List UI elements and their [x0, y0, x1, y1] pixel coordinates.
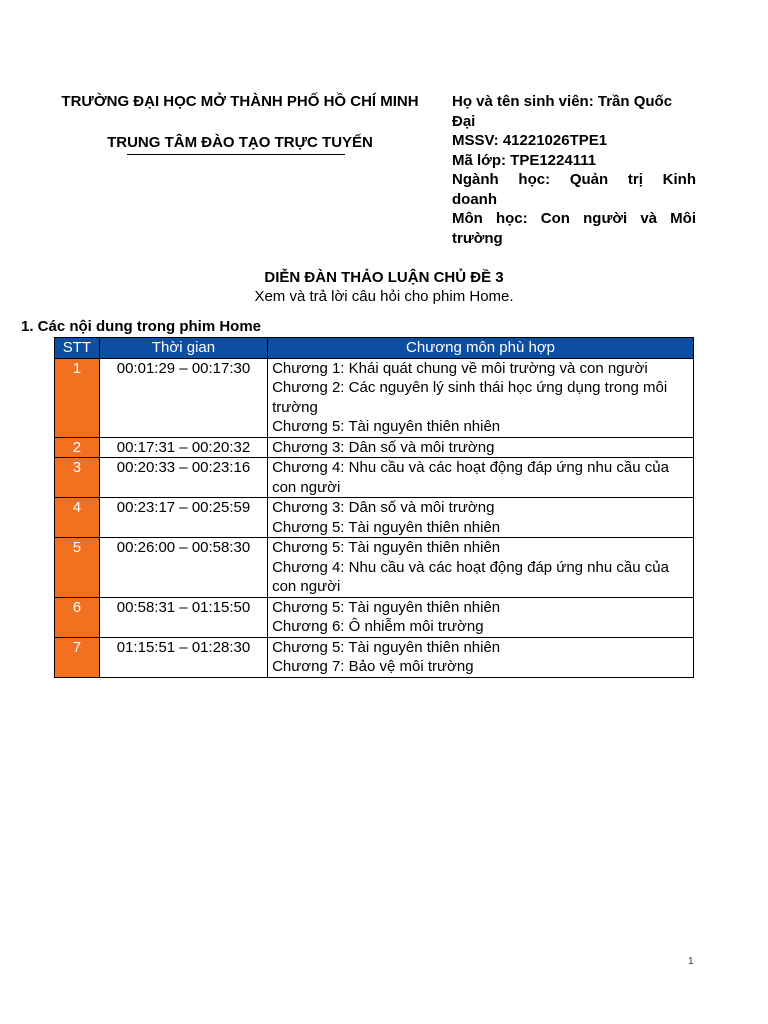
- row-number: 6: [55, 597, 100, 637]
- column-header-time: Thời gian: [99, 338, 267, 359]
- chapter-item: Chương 5: Tài nguyên thiên nhiên: [272, 598, 501, 616]
- chapter-item: Chương 5: Tài nguyên thiên nhiên: [272, 518, 501, 536]
- subject-line1: Môn học: Con người và Môi: [452, 210, 696, 227]
- chapter-item: Chương 3: Dân số và môi trường: [272, 438, 495, 456]
- content-table: [54, 337, 694, 678]
- chapter-item: Chương 4: Nhu cầu và các hoạt động đáp ứng nhu cầu của con người: [272, 459, 669, 496]
- chapter-item: Chương 1: Khái quát chung về môi trường và con người: [272, 359, 648, 377]
- student-name-line1: Họ và tên sinh viên: Trần Quốc: [452, 93, 673, 110]
- table-row: [55, 437, 694, 458]
- row-number: 1: [55, 358, 100, 437]
- row-number: 5: [55, 538, 100, 598]
- student-info: [452, 92, 696, 248]
- column-header-stt: STT: [55, 338, 100, 359]
- row-number: 3: [55, 458, 100, 498]
- table-row: [55, 538, 694, 598]
- chapter-item: Chương 6: Ô nhiễm môi trường: [272, 618, 484, 635]
- time-range: 00:01:29 – 00:17:30: [99, 358, 267, 437]
- time-range: 00:20:33 – 00:23:16: [99, 458, 267, 498]
- time-range: 01:15:51 – 01:28:30: [99, 637, 267, 677]
- student-id: MSSV: 41221026TPE1: [452, 132, 608, 149]
- section-heading: 1. Các nội dung trong phim Home: [21, 318, 261, 335]
- chapter-item: Chương 7: Bảo vệ môi trường: [272, 658, 474, 675]
- document-subtitle: Xem và trả lời câu hỏi cho phim Home.: [254, 288, 514, 305]
- chapter-cell: [268, 637, 694, 677]
- time-range: 00:58:31 – 01:15:50: [99, 597, 267, 637]
- training-center-text: TRUNG TÂM ĐÀO TẠO TRỰC TUYẾN: [107, 134, 373, 151]
- chapter-cell: [268, 458, 694, 498]
- time-range: 00:26:00 – 00:58:30: [99, 538, 267, 598]
- row-number: 7: [55, 637, 100, 677]
- chapter-item: Chương 2: Các nguyên lý sinh thái học ứng dụng trong môi trường: [272, 379, 668, 416]
- institution-header: [30, 92, 450, 153]
- row-number: 2: [55, 437, 100, 458]
- table-row: [55, 597, 694, 637]
- chapter-cell: [268, 498, 694, 538]
- document-title: DIỄN ĐÀN THẢO LUẬN CHỦ ĐỀ 3: [264, 269, 504, 286]
- table-row: [55, 637, 694, 677]
- page-number: 1: [688, 956, 694, 967]
- major-line2: doanh: [452, 190, 497, 208]
- chapter-item: Chương 5: Tài nguyên thiên nhiên: [272, 418, 501, 435]
- chapter-cell: [268, 437, 694, 458]
- table-row: [55, 498, 694, 538]
- chapter-item: Chương 3: Dân số và môi trường: [272, 499, 495, 516]
- time-range: 00:17:31 – 00:20:32: [99, 437, 267, 458]
- chapter-cell: [268, 358, 694, 437]
- document-title-block: [0, 268, 768, 306]
- underline: [127, 154, 345, 155]
- school-name: TRƯỜNG ĐẠI HỌC MỞ THÀNH PHỐ HỒ CHÍ MINH: [61, 93, 419, 110]
- class-code: Mã lớp: TPE1224111: [452, 151, 597, 169]
- chapter-item: Chương 5: Tài nguyên thiên nhiên: [272, 638, 501, 656]
- table-row: [55, 358, 694, 437]
- major-line1: Ngành học: Quản trị Kinh: [452, 171, 696, 188]
- column-header-chapters: Chương môn phù hợp: [268, 338, 694, 359]
- student-name-line2: Đại: [452, 112, 476, 130]
- chapter-item: Chương 4: Nhu cầu và các hoạt động đáp ứng nhu cầu của con người: [272, 558, 669, 595]
- row-number: 4: [55, 498, 100, 538]
- chapter-cell: [268, 538, 694, 598]
- training-center-name: [107, 133, 373, 153]
- subject-line2: trường: [452, 229, 503, 247]
- chapter-item: Chương 5: Tài nguyên thiên nhiên: [272, 539, 501, 556]
- chapter-cell: [268, 597, 694, 637]
- time-range: 00:23:17 – 00:25:59: [99, 498, 267, 538]
- table-row: [55, 458, 694, 498]
- table-header-row: [55, 338, 694, 359]
